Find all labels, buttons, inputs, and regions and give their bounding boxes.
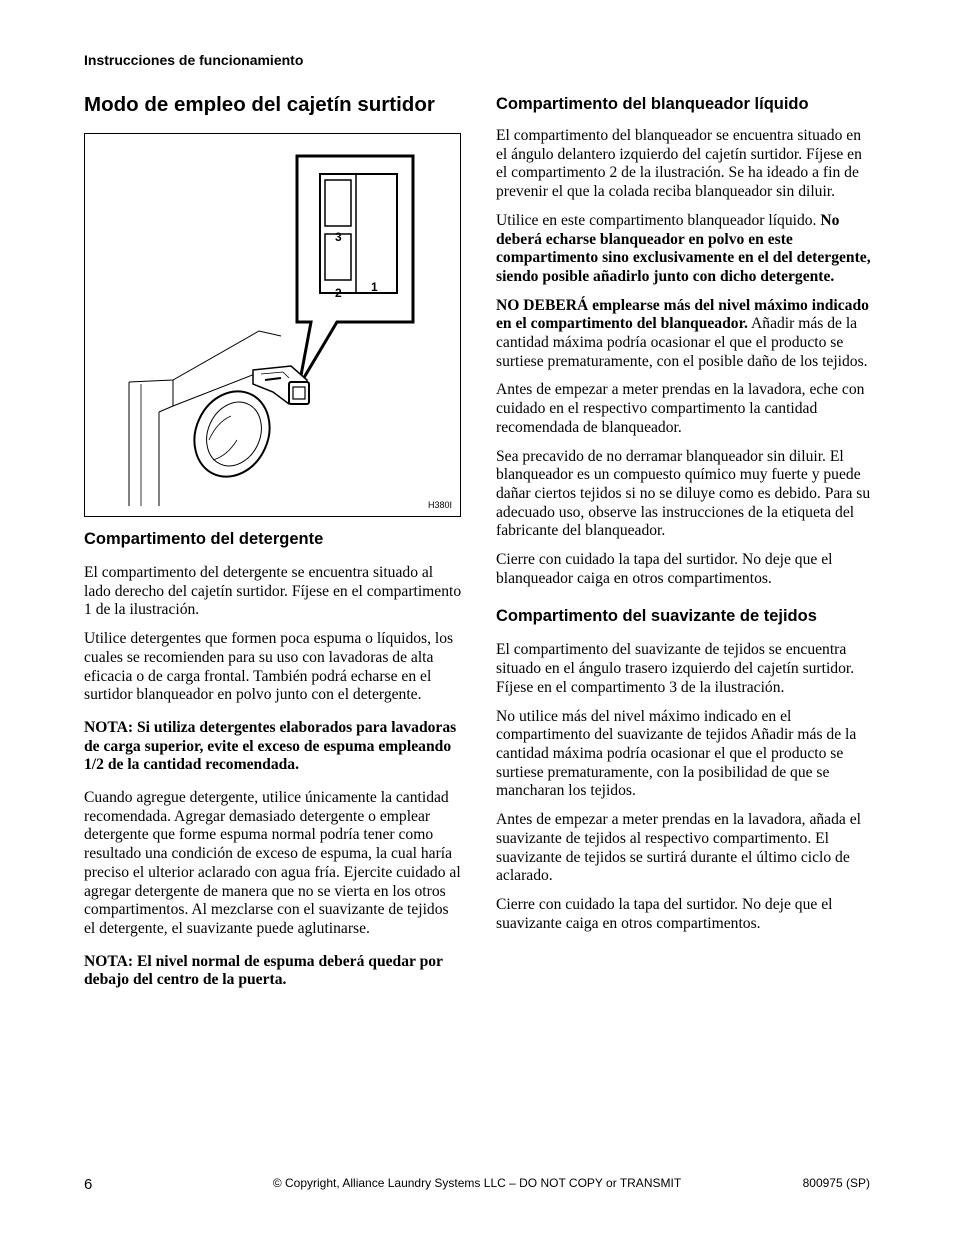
bleach-paragraph-1: El compartimento del blanqueador se encuentra situado en el ángulo delantero izquierdo del cajetín surtidor. Fíjese en el compartimento 2 de la ilustración. Se ha ideado a fin de prevenir el que la colada reciba blanqueador sin diluir. (496, 127, 862, 201)
detergent-note-2: NOTA: El nivel normal de espuma deberá quedar por debajo del centro de la puerta. (84, 952, 443, 989)
running-header: Instrucciones de funcionamiento (84, 52, 304, 68)
bleach-paragraph-3 (496, 297, 871, 372)
bleach-heading: Compartimento del blanqueador líquido (496, 95, 809, 113)
bleach-paragraph-2 (496, 212, 871, 287)
bleach-paragraph-6: Cierre con cuidado la tapa del surtidor. No deje que el blanqueador caiga en otros compartimentos. (496, 551, 833, 587)
dispenser-figure (84, 133, 461, 517)
compartment-label-3: 3 (335, 230, 342, 244)
figure-code: H380I (427, 500, 452, 510)
dispenser-illustration (85, 134, 462, 518)
compartment-label-1: 1 (371, 280, 378, 294)
softener-paragraph-4: Cierre con cuidado la tapa del surtidor. No deje que el suavizante caiga en otros compartimentos. (496, 895, 833, 932)
bleach-paragraph-2-bold: No deberá echarse blanqueador en polvo en este compartimento sino exclusivamente en el del detergente, siendo posible añadirlo junto con dicho detergente. (496, 211, 871, 285)
bleach-paragraph-2-text: Utilice en este compartimento blanqueador líquido. (496, 211, 817, 229)
softener-paragraph-3: Antes de empezar a meter prendas en la lavadora, añada el suavizante de tejidos al respectivo compartimento. El suavizante de tejidos se surtirá durante el último ciclo de aclarado. (496, 811, 861, 885)
bleach-paragraph-3-text: Añadir más de la cantidad máxima podría ocasionar el que el producto se surtiese prematuramente, con el posible daño de los tejidos. (496, 315, 868, 370)
softener-heading: Compartimento del suavizante de tejidos (496, 607, 817, 626)
page-title: Modo de empleo del cajetín surtidor (84, 93, 435, 116)
softener-paragraph-1: El compartimento del suavizante de tejidos se encuentra situado en el ángulo trasero izquierdo del cajetín surtidor. Fíjese en el compartimento 3 de la ilustración. (496, 641, 855, 696)
detergent-paragraph-1: El compartimento del detergente se encuentra situado al lado derecho del cajetín surtidor. Fíjese en el compartimento 1 de la ilustración. (84, 564, 462, 619)
detergent-heading: Compartimento del detergente (84, 530, 324, 548)
left-column (84, 92, 462, 1000)
compartment-label-2: 2 (335, 286, 342, 300)
page-number: 6 (84, 1176, 93, 1193)
detergent-paragraph-2: Utilice detergentes que formen poca espuma o líquidos, los cuales se recomienden para su uso con lavadoras de alta eficacia o de carga frontal. También podrá echarse en el surtidor blanqueador en polvo junto con el detergente. (84, 630, 454, 704)
right-column (496, 92, 871, 943)
footer-copyright: © Copyright, Alliance Laundry Systems LLC – DO NOT COPY or TRANSMIT (272, 1176, 682, 1190)
detergent-paragraph-3: Cuando agregue detergente, utilice únicamente la cantidad recomendada. Agregar demasiado detergente o emplear detergente que forme espuma normal podría tener como resultado una condición de exceso de espuma, la cual haría preciso el ulterior aclarado con agua fría. Ejercite cuidado al agregar detergente de manera que no se vierta en los otros compartimentos. Al mezclarse con el suavizante de tejidos el detergente, el suavizante puede aglutinarse. (84, 789, 461, 937)
footer-doc-number: 800975 (SP) (802, 1176, 870, 1190)
bleach-paragraph-5: Sea precavido de no derramar blanqueador sin diluir. El blanqueador es un compuesto químico muy fuerte y puede dañar ciertos tejidos si no se diluye como es debido. Para su adecuado uso, observe las instrucciones de la etiqueta del fabricante del blanqueador. (496, 447, 871, 540)
detergent-note-1: NOTA: Si utiliza detergentes elaborados para lavadoras de carga superior, evite el exceso de espuma empleando 1/2 de la cantidad recomendada. (84, 718, 457, 774)
bleach-paragraph-4: Antes de empezar a meter prendas en la lavadora, eche con cuidado en el respectivo compartimento la cantidad recomendada de blanqueador. (496, 381, 865, 436)
bleach-paragraph-3-bold: NO DEBERÁ emplearse más del nivel máximo indicado en el compartimento del blanqueador. (496, 296, 869, 333)
softener-paragraph-2: No utilice más del nivel máximo indicado en el compartimento del suavizante de tejidos Añadir más de la cantidad máxima podría ocasionar el que el producto se surtiese prematuramente, con la posibilidad de que se mancharan los tejidos. (496, 707, 857, 800)
